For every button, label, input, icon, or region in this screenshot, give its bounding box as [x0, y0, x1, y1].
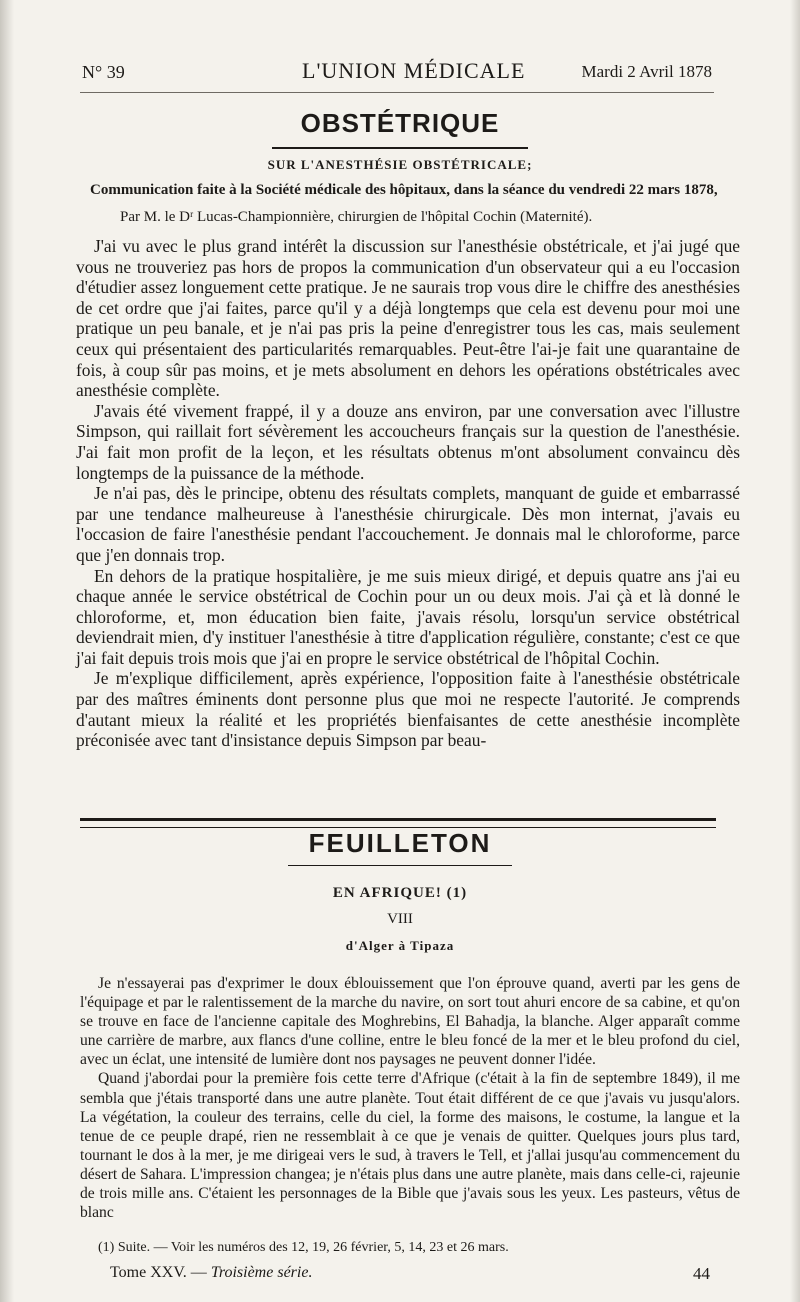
article-paragraph: Je n'ai pas, dès le principe, obtenu des résultats complets, manquant de guide et embarrassé par une tendance malheureuse à l'anesthésie chirurgicale. Dès mon internat, j'avais eu l'occasion de faire l'anesthésie pendant l'accouchement. Je donnais mal le chloroforme, parce que j'en donnais trop. [76, 483, 740, 565]
article-paragraph: J'ai vu avec le plus grand intérêt la discussion sur l'anesthésie obstétricale, et j'ai jugé que vous ne trouveriez pas hors de propos la communication d'un observateur qui a eu l'occasion d'étudier assez longuement cette pratique. Je ne saurais trop vous dire le chiffre des anesthésies de cet ordre que j'ai faites, parce qu'il y a déjà longtemps que cela est devenu pour moi une pratique un peu banale, et je n'ai pas pris la peine d'enregistrer tous les cas, mais seulement ceux qui présentaient des particularités remarquables. Peut-être l'ai-je fait une quarantaine de fois, à coup sûr pas moins, et je mets absolument en dehors les opérations obstétricales avec anesthésie complète. [76, 236, 740, 401]
author-line: Par M. le Dʳ Lucas-Championnière, chirurgien de l'hôpital Cochin (Maternité). [120, 209, 593, 225]
feuilleton-separator [80, 818, 716, 828]
article-body [76, 236, 740, 751]
feuilleton-place: d'Alger à Tipaza [345, 938, 455, 953]
page-footer [110, 1264, 720, 1282]
issue-date: Mardi 2 Avril 1878 [581, 62, 712, 81]
feuilleton-subtitle: EN AFRIQUE! (1) [332, 885, 468, 901]
page-number: 44 [693, 1264, 710, 1283]
feuilleton-body [80, 974, 740, 1222]
header-rule [80, 92, 714, 93]
communication-line: Communication faite à la Société médicale des hôpitaux, dans la séance du vendredi 22 mars 1878, [90, 182, 718, 198]
article-paragraph: En dehors de la pratique hospitalière, je me suis mieux dirigé, et depuis quatre ans j'ai eu chaque année le service obstétrical de Cochin pour un ou deux mois. J'ai çà et là donné le chloroforme, et, mon éducation bien faite, j'avais résolu, lorsqu'un service obstétrical deviendrait mien, d'y instituer l'anesthésie à titre d'application régulière, constante; c'est ce que j'ai fait depuis trois mois que j'ai en propre le service obstétrical de l'hôpital Cochin. [76, 565, 740, 668]
feuilleton-paragraph: Je n'essayerai pas d'exprimer le doux éblouissement que l'on éprouve quand, averti par les gens de l'équipage et par le ralentissement de la marche du navire, on sort tout ahuri encore de sa cabine, et qu'on se trouve en face de l'ancienne capitale des Moghrebins, El Bahadja, la blanche. Alger apparaît comme une carrière de marbre, aux flancs d'une colline, entre le bleu foncé de la mer et le bleu profond du ciel, avec un éclat, une intensité de lumière dont nos paysages ne peuvent donner l'idée. [80, 975, 740, 1069]
page-header [82, 56, 712, 86]
section-title-rule [272, 147, 528, 149]
article-subtitle: SUR L'ANESTHÉSIE OBSTÉTRICALE; [267, 157, 533, 172]
feuilleton-paragraph: Quand j'abordai pour la première fois cette terre d'Afrique (c'était à la fin de septembre 1849), il me sembla que j'étais transporté dans une autre planète. Tout était différent de ce que j'avais vu jusqu'alors. La végétation, la couleur des terrains, celle du ciel, la forme des maisons, le costume, la langue et la tenue de ce peuple drapé, rien ne ressemblait à ce que je venais de quitter. Quelques jours plus tard, tournant le dos à la mer, je me dirigeai vers le sud, à travers le Tell, et j'allai jusqu'au commencement du désert de Sahara. L'impression changea; je n'étais plus dans une autre planète, mais dans celle-ci, rajeunie de trois mille ans. C'étaient les personnages de la Bible que j'avais sous les yeux. Les pasteurs, vêtus de blanc [80, 1070, 740, 1222]
series-label: Troisième série. [210, 1264, 313, 1281]
article-paragraph: J'avais été vivement frappé, il y a douze ans environ, par une conversation avec l'illustre Simpson, qui raillait fort sévèrement les accoucheurs français sur la question de l'anesthésie. J'ai fait mon profit de la leçon, et les résultats obtenus m'ont absolument convaincu dès longtemps de la puissance de la méthode. [76, 400, 740, 483]
issue-number: N° 39 [82, 62, 125, 82]
scan-right-edge [790, 0, 800, 1302]
article-paragraph: Je m'explique difficilement, après expérience, l'opposition faite à l'anesthésie obstétricale par des maîtres éminents dont personne plus que moi ne respecte l'autorité. Je comprends d'autant mieux la réalité et les propriétés bienfaisantes de cette anesthésie incomplète préconisée avec tant d'insistance depuis Simpson par beau- [76, 668, 740, 751]
section-title: OBSTÉTRIQUE [300, 108, 500, 138]
feuilleton-chapter: VIII [387, 911, 413, 927]
feuilleton-title: FEUILLETON [308, 828, 492, 858]
volume-label: Tome XXV. — [110, 1264, 211, 1281]
journal-title: L'UNION MÉDICALE [302, 58, 526, 83]
footnote: (1) Suite. — Voir les numéros des 12, 19, 26 février, 5, 14, 23 et 26 mars. [98, 1240, 509, 1255]
feuilleton-title-rule [288, 865, 512, 866]
scan-left-edge [0, 0, 14, 1302]
